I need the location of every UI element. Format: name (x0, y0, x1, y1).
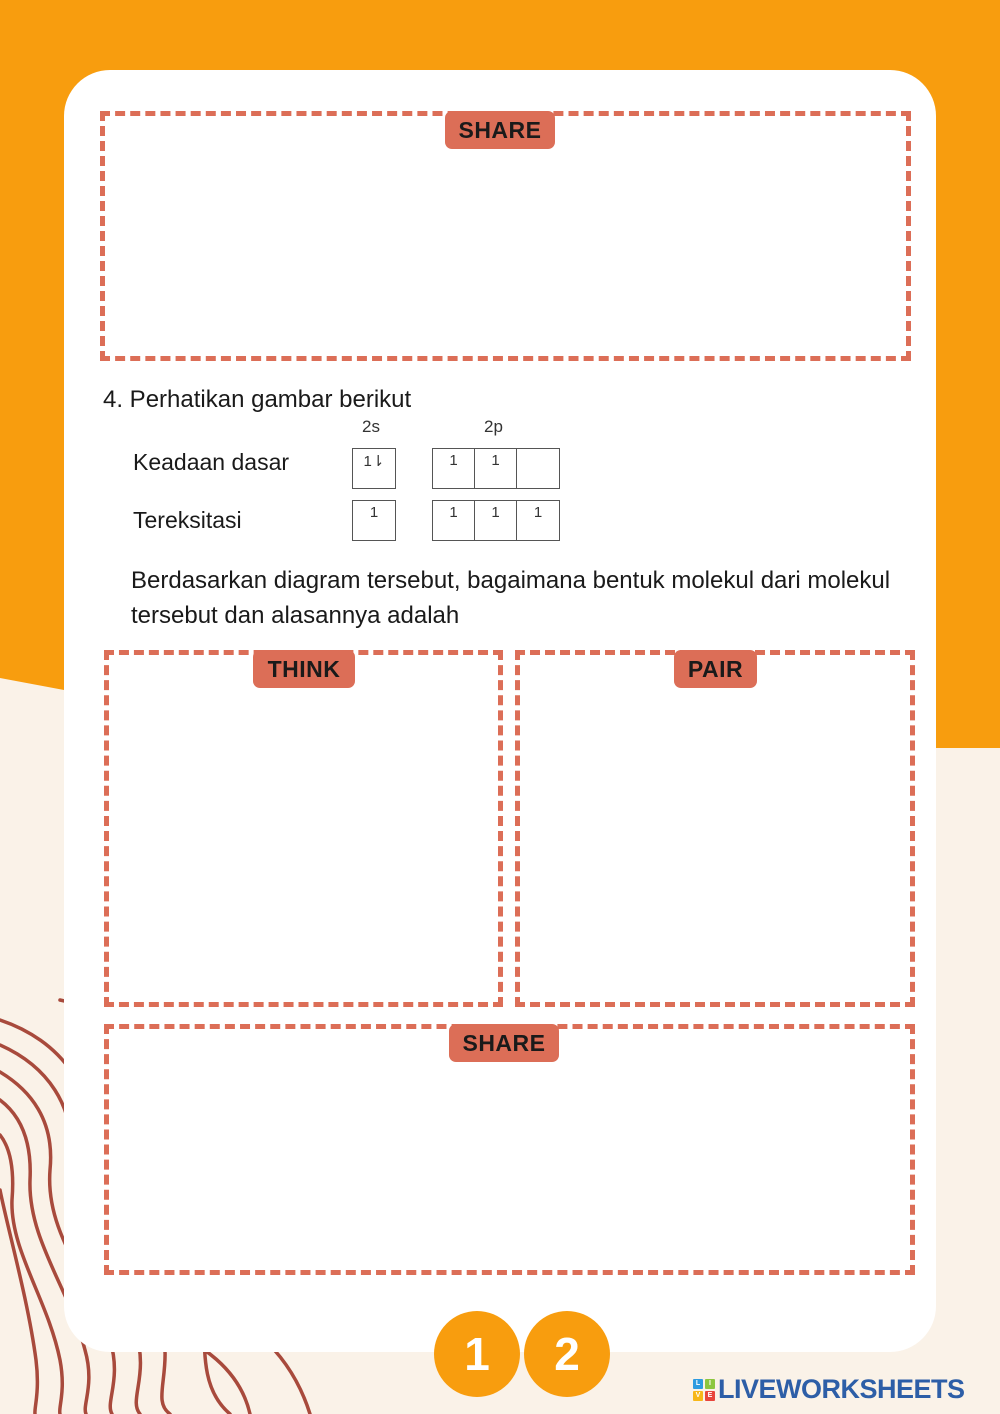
share-label-bottom: SHARE (449, 1024, 559, 1062)
logo-grid-letter: E (705, 1391, 715, 1401)
orbital-header-2s: 2s (362, 417, 380, 436)
page-number-digit-2: 2 (524, 1311, 610, 1397)
question-title: 4. Perhatikan gambar berikut (103, 386, 412, 413)
electron-cell: 1 (533, 504, 543, 521)
liveworksheets-grid-icon (693, 1379, 715, 1401)
orbital-2s-excited (352, 500, 396, 541)
orbital-2s-ground (352, 448, 396, 489)
electron-cell: 1 (433, 449, 475, 488)
think-answer-box[interactable] (104, 650, 503, 1007)
question-prompt: Berdasarkan diagram tersebut, bagaimana bentuk molekul dari molekul tersebut dan alasannya adalah (131, 567, 891, 629)
row-label-excited-state: Tereksitasi (133, 507, 242, 533)
orbital-2p-excited (432, 500, 560, 541)
orbital-2p-ground (432, 448, 560, 489)
electron-cell: 1 (475, 449, 517, 488)
row-label-ground-state: Keadaan dasar (133, 449, 290, 475)
liveworksheets-logo[interactable] (693, 1374, 965, 1405)
logo-grid-letter: V (693, 1391, 703, 1401)
pair-answer-box[interactable] (515, 650, 915, 1007)
electron-cell: 1 (369, 504, 379, 521)
logo-grid-letter: L (693, 1379, 703, 1389)
page-number-digit-1: 1 (434, 1311, 520, 1397)
think-label: THINK (253, 650, 355, 688)
electron-cell: 1 (475, 501, 517, 540)
electron-cell (517, 449, 559, 488)
logo-grid-letter: I (705, 1379, 715, 1389)
electron-cell: 1 (433, 501, 475, 540)
orbital-header-2p: 2p (484, 417, 503, 436)
pair-label: PAIR (674, 650, 757, 688)
electron-cell: 1⇂ (363, 453, 385, 470)
share-label-top: SHARE (445, 111, 555, 149)
liveworksheets-text: LIVEWORKSHEETS (718, 1374, 965, 1404)
